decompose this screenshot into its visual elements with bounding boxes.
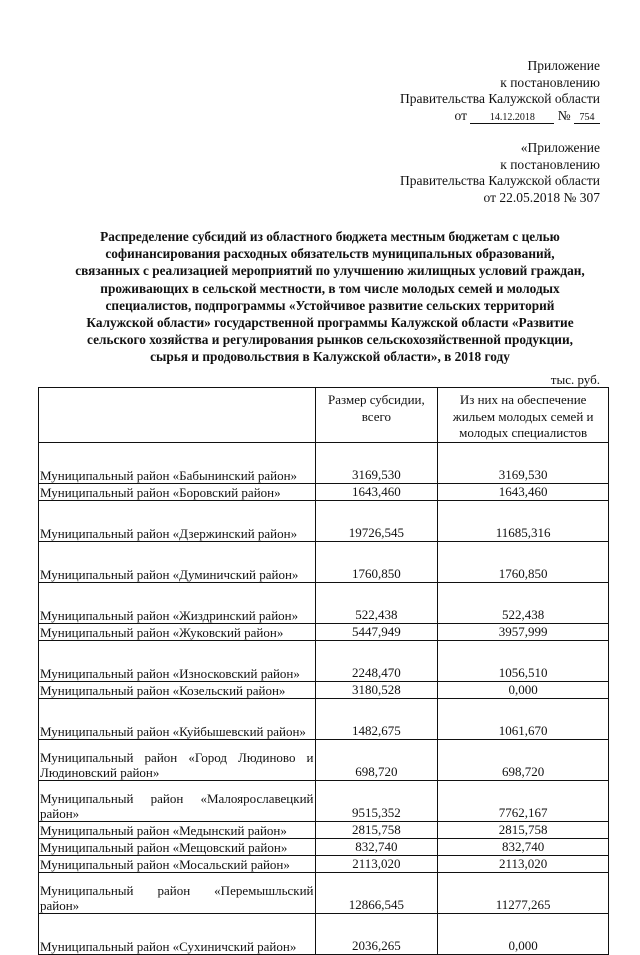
subsidy-total: 19726,545 (315, 500, 438, 541)
table-row (39, 855, 609, 872)
subsidy-total: 3169,530 (315, 442, 438, 483)
original-appendix-label: «Приложение (520, 140, 600, 155)
subsidy-young: 698,720 (438, 739, 609, 780)
table-row (39, 780, 609, 821)
district-name: Муниципальный район «Жиздринский район» (39, 582, 316, 623)
table-row (39, 442, 609, 483)
district-name: Муниципальный район «Медынский район» (39, 821, 316, 838)
date-number-line (400, 108, 600, 125)
subsidy-total: 2036,265 (315, 913, 438, 954)
subsidy-young: 11685,316 (438, 500, 609, 541)
title-line: Калужской области» государственной программы Калужской области «Развитие (86, 315, 574, 331)
district-name: Муниципальный район «Мещовский район» (39, 838, 316, 855)
table-row (39, 541, 609, 582)
appendix-label: Приложение (527, 58, 600, 73)
district-name: Муниципальный район «Дзержинский район» (39, 500, 316, 541)
subsidy-total: 1643,460 (315, 483, 438, 500)
district-name: Муниципальный район «Думиничский район» (39, 541, 316, 582)
subsidy-young: 1056,510 (438, 640, 609, 681)
subsidy-young: 0,000 (438, 913, 609, 954)
table-row (39, 913, 609, 954)
appendix-header (400, 58, 600, 124)
subsidy-total: 9515,352 (315, 780, 438, 821)
table-row (39, 623, 609, 640)
subsidy-young: 2815,758 (438, 821, 609, 838)
district-name: Муниципальный район «Козельский район» (39, 681, 316, 698)
subsidy-total: 832,740 (315, 838, 438, 855)
subsidy-total: 1482,675 (315, 698, 438, 739)
district-name: Муниципальный район «Бабынинский район» (39, 442, 316, 483)
table-row (39, 681, 609, 698)
table-row (39, 698, 609, 739)
title-line: сырья и продовольствия в Калужской области», в 2018 году (150, 349, 510, 365)
subsidy-young: 1760,850 (438, 541, 609, 582)
district-name: Муниципальный район «Город Людиново и Людиновский район» (39, 739, 316, 780)
subsidy-young: 3169,530 (438, 442, 609, 483)
title-line: сельского хозяйства и регулирования рынков сельскохозяйственной продукции, (87, 332, 573, 348)
subsidy-total: 3180,528 (315, 681, 438, 698)
subsidy-young: 7762,167 (438, 780, 609, 821)
title-line: проживающих в сельской местности, в том числе молодых семей и молодых (100, 280, 560, 296)
original-appendix-header (400, 140, 600, 206)
unit-label: тыс. руб. (550, 372, 600, 387)
header-young: Из них на обеспечение жильем молодых семей и молодых специалистов (438, 388, 609, 443)
number-prefix: № (557, 107, 571, 123)
table-row (39, 500, 609, 541)
table-row (39, 640, 609, 681)
resolution-label: к постановлению (500, 74, 600, 90)
table-header-row (39, 388, 609, 443)
subsidy-total: 698,720 (315, 739, 438, 780)
document-title (60, 228, 600, 366)
header-name (39, 388, 316, 443)
subsidy-total: 1760,850 (315, 541, 438, 582)
subsidy-young: 0,000 (438, 681, 609, 698)
table-row (39, 483, 609, 500)
title-line: Распределение субсидий из областного бюджета местным бюджетам с целью (100, 229, 560, 244)
number-value: 754 (574, 112, 600, 124)
subsidy-young: 11277,265 (438, 872, 609, 913)
subsidy-total: 522,438 (315, 582, 438, 623)
subsidy-total: 2113,020 (315, 855, 438, 872)
subsidy-young: 1643,460 (438, 483, 609, 500)
date-value: 14.12.2018 (470, 112, 554, 124)
title-line: связанных с реализацией мероприятий по улучшению жилищных условий граждан, (75, 263, 585, 279)
district-name: Муниципальный район «Износковский район» (39, 640, 316, 681)
subsidy-young: 2113,020 (438, 855, 609, 872)
government-label: Правительства Калужской области (399, 91, 600, 106)
title-line: специалистов, подпрограммы «Устойчивое развитие сельских территорий (105, 297, 555, 313)
subsidy-total: 2815,758 (315, 821, 438, 838)
district-name: Муниципальный район «Сухиничский район» (39, 913, 316, 954)
title-line: софинансирования расходных обязательств муниципальных образований, (105, 246, 555, 262)
table-row (39, 739, 609, 780)
subsidy-young: 522,438 (438, 582, 609, 623)
subsidy-table (38, 387, 609, 955)
subsidy-young: 832,740 (438, 838, 609, 855)
district-name: Муниципальный район «Перемышльский район» (39, 872, 316, 913)
subsidy-total: 2248,470 (315, 640, 438, 681)
district-name: Муниципальный район «Куйбышевский район» (39, 698, 316, 739)
table-row (39, 872, 609, 913)
district-name: Муниципальный район «Малоярославецкий район» (39, 780, 316, 821)
subsidy-total: 12866,545 (315, 872, 438, 913)
table-row (39, 821, 609, 838)
date-prefix: от (454, 107, 467, 123)
subsidy-young: 1061,670 (438, 698, 609, 739)
district-name: Муниципальный район «Жуковский район» (39, 623, 316, 640)
original-government-label: Правительства Калужской области (399, 173, 600, 188)
original-resolution-label: к постановлению (500, 156, 600, 172)
table-row (39, 582, 609, 623)
subsidy-total: 5447,949 (315, 623, 438, 640)
subsidy-young: 3957,999 (438, 623, 609, 640)
header-total: Размер субсидии, всего (315, 388, 438, 443)
district-name: Муниципальный район «Боровский район» (39, 483, 316, 500)
district-name: Муниципальный район «Мосальский район» (39, 855, 316, 872)
table-row (39, 838, 609, 855)
original-date-number: от 22.05.2018 № 307 (483, 189, 600, 205)
